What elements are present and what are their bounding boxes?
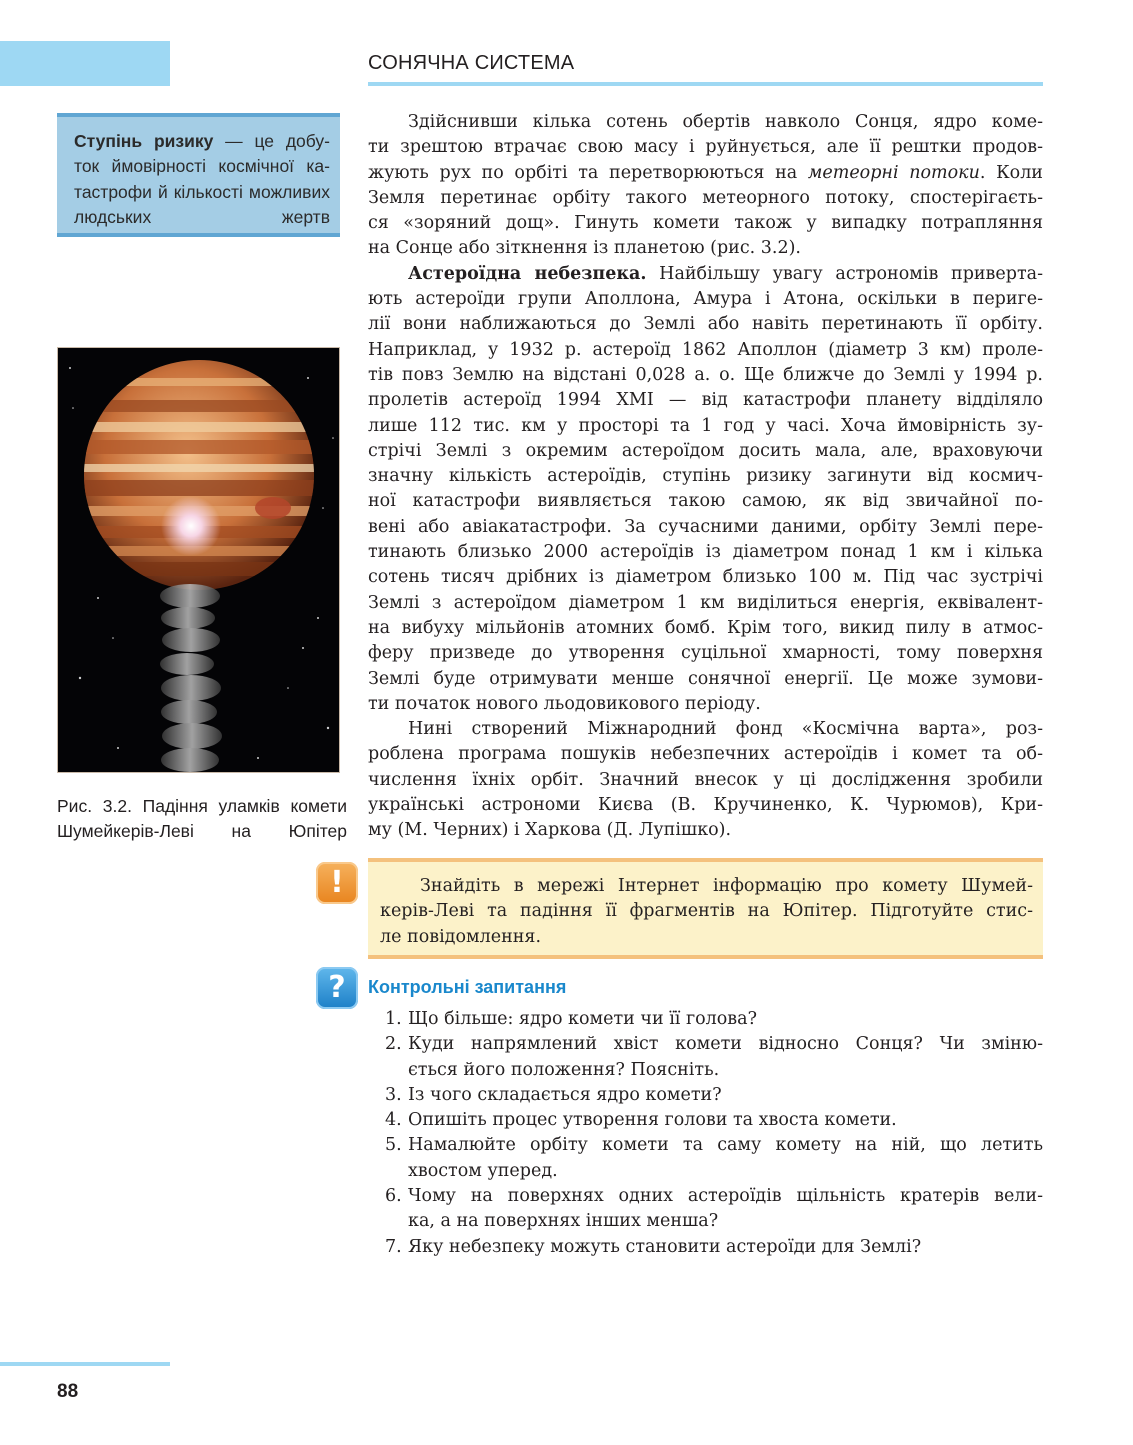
jupiter-illustration (58, 348, 340, 773)
paragraph-space-guard: Нині створений Міжнародний фонд «Космічна варта», роз- роблена програма пошуків небезпечних астероїдів і комет та об- числення їхніх орбіт. Значний внесок у ці дослідження зробили українські астрономи Києва (В. Кручиненко, К. Чурюмов), Кри- му (М. Черних) і Харкова (Д. Лупішко). (368, 719, 1043, 841)
footer-band (0, 1362, 170, 1366)
question-item: 1. Що більше: ядро комети чи її голова? (385, 1009, 757, 1029)
main-text (368, 110, 1043, 844)
question-item: 4. Опишіть процес утворення голови та хвоста комети. (385, 1110, 897, 1131)
definition-line-3: тастрофи й кількості можливих (74, 181, 330, 202)
question-item: 3. Із чого складається ядро комети? (385, 1084, 722, 1105)
definition-line-1: Ступінь ризику — це добу- (74, 131, 330, 151)
figure-caption: Рис. 3.2. Падіння уламків комети Шумейкерів-Леві на Юпітер (57, 796, 347, 842)
header-band (0, 41, 170, 86)
jupiter-comet-figure (57, 347, 340, 773)
asteroid-hazard-heading: Астероїдна небезпека. (408, 263, 647, 284)
header-rule (368, 82, 1043, 86)
question-item: 2. Куди напрямлений хвіст комети відносно Сонця? Чи зміню- ється його положення? Поясніть. (385, 1034, 1043, 1080)
paragraph-asteroid-hazard: Астероїдна небезпека. Найбільшу увагу астрономів приверта- ють астероїди групи Аполлона, Амура і Атона, оскільки в периге- лії вони наближаються до Землі або навіть перетинають її орбіту. Наприклад, у 1932 р. астероїд 1862 Аполлон (діаметр 3 км) проле- тів повз Землю на відстані 0,028 а. о. Ще ближче до Землі у 1994 р. пролетів астероїд 1994 XMI — від катастрофи планету відділяло лише 112 тис. км у просторі та 1 год у часі. Хоча ймовірність зу- стрічі Землі з окремим астероїдом досить мала, але, враховуючи значну кількість астероїдів, ступінь ризику загинути від космич- ної катастрофи виявляється такою самою, як від звичайної по- вені або авіакатастрофи. За сучасними даними, орбіту Землі пере- тинають близько 2000 астероїдів із діаметром понад 1 км і кілька сотень тисяч дрібних із діаметром близько 100 м. Під час зустрічі Землі з астероїдом діаметром 1 км виділиться енергія, еквівалент- на вибуху мільйонів атомних бомб. Крім того, викид пилу в атмос- феру призведе до утворення суцільної хмарності, тому поверхня Землі буде отримувати менше сонячної енергії. Це може зумови- ти початок нового льодовикового періоду. (368, 263, 1044, 714)
exclamation-icon: ! (316, 862, 358, 904)
task-box: Знайдіть в мережі Інтернет інформацію про комету Шумей- керів-Леві та падіння її фрагментів на Юпітер. Підготуйте стис- ле повідомлення. (368, 858, 1043, 959)
paragraph-comet-breakup: Здійснивши кілька сотень обертів навколо Сонця, ядро коме- ти зрештою втрачає свою масу і руйнується, але її рештки продов- жують рух по орбіті та перетворюються на метеорні потоки. Коли Земля перетинає орбіту такого метеорного потоку, спостерігаєть- ся «зоряний дощ». Гинуть комети також у випадку потрапляння на Сонце або зіткнення із планетою (рис. 3.2). (368, 112, 1043, 259)
question-item: 6. Чому на поверхнях одних астероїдів щільність кратерів вели- ка, а на поверхнях інших менша? (385, 1186, 1043, 1232)
questions-list (380, 1007, 1043, 1260)
term-meteor-streams: метеорні потоки (807, 162, 980, 183)
section-title: СОНЯЧНА СИСТЕМА (368, 52, 575, 74)
definition-line-2: ток ймовірності космічної ка- (74, 156, 330, 177)
definition-term: Ступінь ризику (74, 131, 214, 151)
question-item: 7. Яку небезпеку можуть становити астероїди для Землі? (385, 1236, 922, 1257)
definition-box (57, 113, 340, 237)
questions-heading: Контрольні запитання (368, 977, 567, 997)
definition-line-4: людських жертв (74, 206, 330, 227)
page-number: 88 (57, 1381, 79, 1402)
question-icon: ? (316, 967, 358, 1009)
question-item: 5. Намалюйте орбіту комети та саму комету на ній, що летить хвостом уперед. (385, 1135, 1043, 1181)
